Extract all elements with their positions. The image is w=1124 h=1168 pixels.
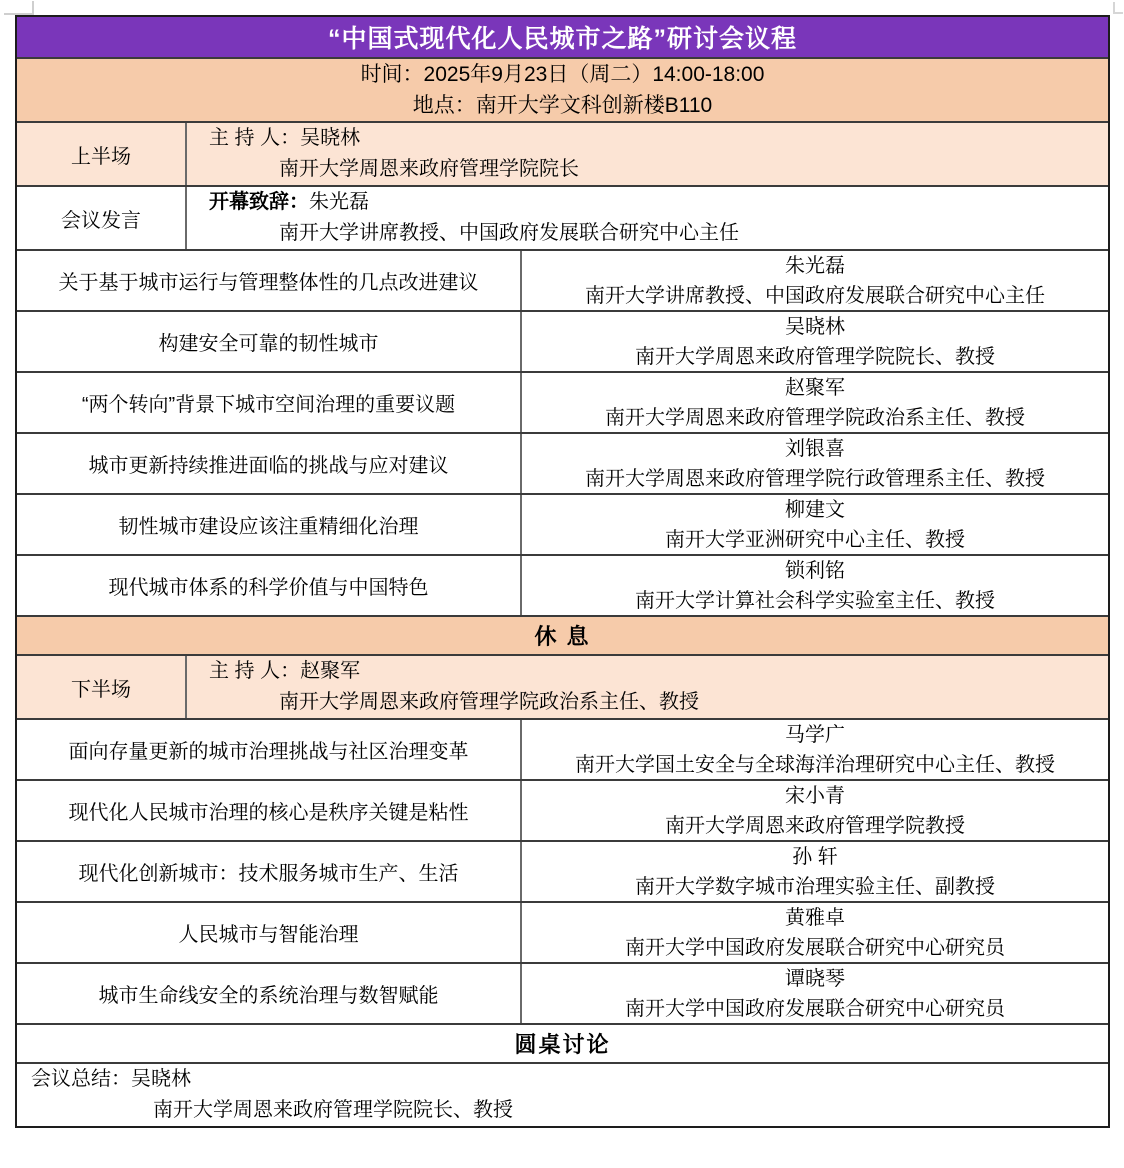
- session2-header-row: [17, 656, 1108, 720]
- talk-topic: 面向存量更新的城市治理挑战与社区治理变革: [68, 741, 469, 763]
- speaker-affiliation: 南开大学讲席教授、中国政府发展联合研究中心主任: [585, 284, 1045, 307]
- speaker-name: 黄雅卓: [785, 906, 845, 929]
- opening-affiliation: 南开大学讲席教授、中国政府发展联合研究中心主任: [279, 222, 739, 244]
- talk-speaker-cell: [520, 781, 1108, 840]
- speaker-affiliation: 南开大学计算社会科学实验室主任、教授: [635, 589, 995, 612]
- roundtable-row: [17, 1025, 1108, 1064]
- talk-speaker-cell: [520, 903, 1108, 962]
- session2-host-line: 主 持 人：赵聚军: [209, 660, 361, 682]
- talk-row: [17, 720, 1108, 781]
- agenda-title: “中国式现代化人民城市之路”研讨会议程: [327, 25, 797, 53]
- screenshot-corner-artifact: [1113, 2, 1123, 14]
- meta-time: 时间：2025年9月23日（周二）14:00-18:00: [360, 63, 765, 86]
- session2-host-cell: [185, 656, 1108, 718]
- talk-topic: 现代化创新城市：技术服务城市生产、生活: [78, 863, 459, 885]
- meta-location: 地点：南开大学文科创新楼B110: [412, 94, 713, 117]
- talk-row: [17, 556, 1108, 617]
- talk-speaker-cell: [520, 842, 1108, 901]
- talk-topic: 现代化人民城市治理的核心是秩序关键是粘性: [68, 802, 469, 824]
- session1-host-line: 主 持 人：吴晓林: [209, 127, 361, 149]
- talk-row: [17, 312, 1108, 373]
- opening-speech-label: 会议发言: [61, 209, 141, 232]
- speaker-affiliation: 南开大学周恩来政府管理学院政治系主任、教授: [605, 406, 1025, 429]
- talk-topic: 城市更新持续推进面临的挑战与应对建议: [88, 455, 449, 477]
- talk-topic: 关于基于城市运行与管理整体性的几点改进建议: [58, 272, 479, 294]
- session1-header-row: [17, 123, 1108, 187]
- speaker-affiliation: 南开大学周恩来政府管理学院院长、教授: [635, 345, 995, 368]
- talk-row: [17, 842, 1108, 903]
- speaker-affiliation: 南开大学数字城市治理实验主任、副教授: [635, 875, 995, 898]
- talk-topic: 人民城市与智能治理: [178, 924, 359, 946]
- talk-speaker-cell: [520, 556, 1108, 615]
- speaker-affiliation: 南开大学中国政府发展联合研究中心研究员: [625, 936, 1005, 959]
- break-row: [17, 617, 1108, 656]
- speaker-affiliation: 南开大学国土安全与全球海洋治理研究中心主任、教授: [575, 753, 1055, 776]
- talk-topic: 城市生命线安全的系统治理与数智赋能: [98, 985, 439, 1007]
- agenda-table: [15, 15, 1110, 1128]
- speaker-affiliation: 南开大学周恩来政府管理学院教授: [665, 814, 965, 837]
- talk-topic: 现代城市体系的科学价值与中国特色: [108, 577, 429, 599]
- talk-row: [17, 251, 1108, 312]
- agenda-title-bar: [17, 17, 1108, 59]
- speaker-name: 朱光磊: [785, 254, 845, 277]
- meta-row: [17, 59, 1108, 123]
- talk-speaker-cell: [520, 251, 1108, 310]
- talk-row: [17, 495, 1108, 556]
- speaker-affiliation: 南开大学亚洲研究中心主任、教授: [665, 528, 965, 551]
- talk-topic: “两个转向”背景下城市空间治理的重要议题: [81, 394, 456, 416]
- talk-row: [17, 903, 1108, 964]
- session2-host-affiliation: 南开大学周恩来政府管理学院政治系主任、教授: [279, 691, 699, 713]
- session1-host-cell: [185, 123, 1108, 185]
- talk-row: [17, 781, 1108, 842]
- speaker-affiliation: 南开大学中国政府发展联合研究中心研究员: [625, 997, 1005, 1020]
- summary-row: [17, 1064, 1108, 1126]
- talk-speaker-cell: [520, 373, 1108, 432]
- talk-topic: 韧性城市建设应该注重精细化治理: [118, 516, 419, 538]
- talk-speaker-cell: [520, 312, 1108, 371]
- speaker-name: 宋小青: [785, 784, 845, 807]
- speaker-name: 孙 轩: [792, 845, 838, 868]
- summary-line: 会议总结：吴晓林: [31, 1068, 191, 1090]
- summary-affiliation: 南开大学周恩来政府管理学院院长、教授: [153, 1099, 513, 1121]
- speaker-name: 谭晓琴: [785, 967, 845, 990]
- speaker-affiliation: 南开大学周恩来政府管理学院行政管理系主任、教授: [585, 467, 1045, 490]
- roundtable-label: 圆桌讨论: [514, 1032, 611, 1057]
- opening-speech-row: [17, 187, 1108, 251]
- speaker-name: 刘银喜: [785, 437, 845, 460]
- talk-speaker-cell: [520, 434, 1108, 493]
- speaker-name: 锁利铭: [785, 559, 845, 582]
- speaker-name: 柳建文: [785, 498, 845, 521]
- talk-row: [17, 434, 1108, 495]
- screenshot-corner-artifact: [4, 1, 34, 15]
- opening-speech-cell: [185, 187, 1108, 249]
- opening-speech-line: [187, 187, 1108, 218]
- speaker-name: 马学广: [785, 723, 845, 746]
- speaker-name: 吴晓林: [785, 315, 845, 338]
- opening-prefix: 开幕致辞：: [209, 191, 309, 213]
- speaker-name: 赵聚军: [785, 376, 845, 399]
- talk-speaker-cell: [520, 495, 1108, 554]
- session1-host-affiliation: 南开大学周恩来政府管理学院院长: [279, 158, 579, 180]
- talk-speaker-cell: [520, 964, 1108, 1023]
- talk-row: [17, 373, 1108, 434]
- session2-label: 下半场: [17, 656, 185, 718]
- session1-label: 上半场: [17, 123, 185, 185]
- talk-topic: 构建安全可靠的韧性城市: [158, 333, 379, 355]
- talk-speaker-cell: [520, 720, 1108, 779]
- talk-row: [17, 964, 1108, 1025]
- opening-name: 朱光磊: [309, 191, 369, 213]
- break-label: 休 息: [534, 624, 591, 649]
